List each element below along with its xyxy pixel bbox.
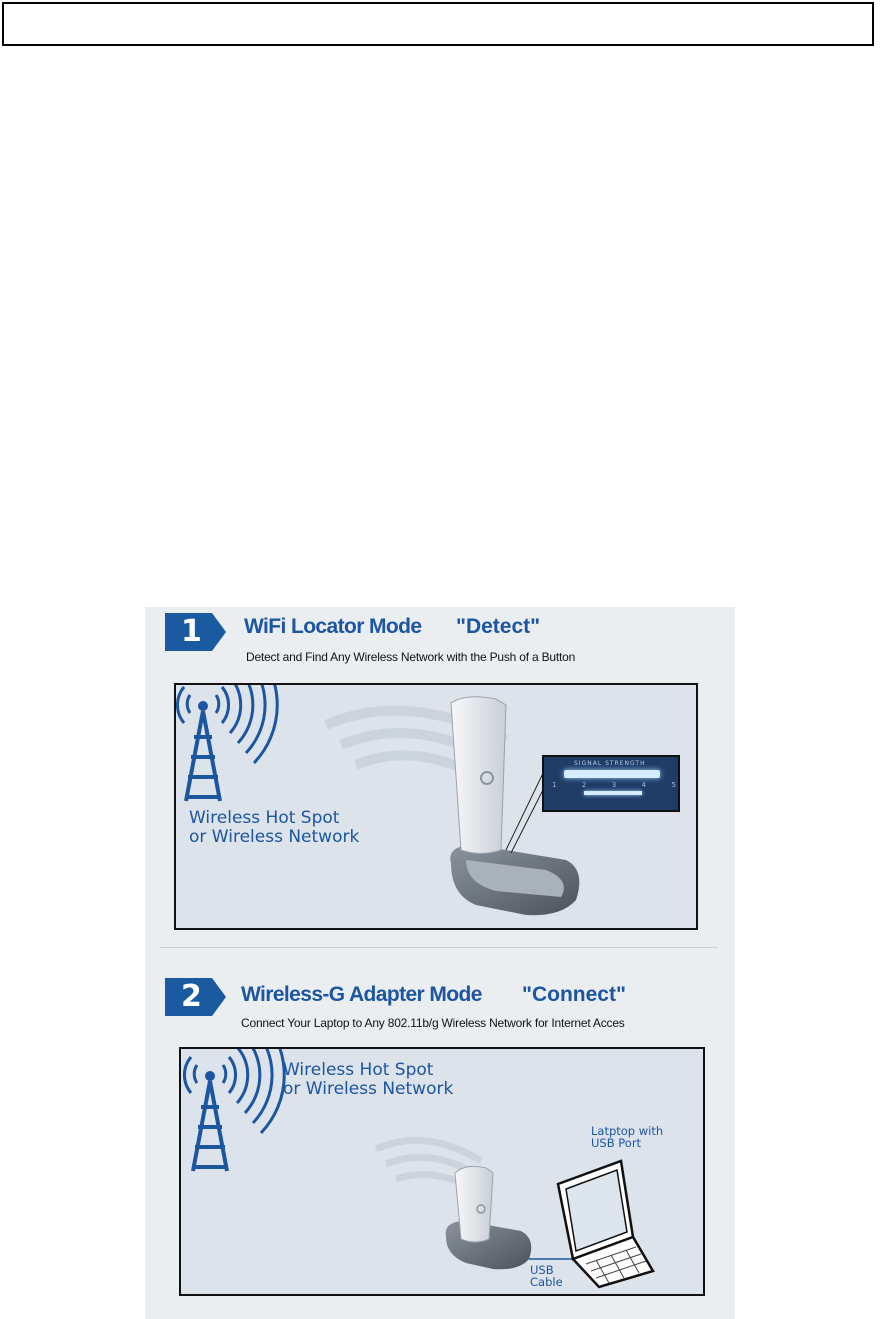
signal-strength-ticks xyxy=(552,781,676,789)
step-2-number: 2 xyxy=(181,979,202,1014)
step-1-title: WiFi Locator Mode xyxy=(244,615,422,638)
step-2-subtitle: Connect Your Laptop to Any 802.11b/g Wireless Network for Internet Acces xyxy=(241,1016,625,1030)
section-divider xyxy=(160,947,718,948)
laptop-label-line2: USB Port xyxy=(591,1136,642,1150)
step-2-title: Wireless-G Adapter Mode xyxy=(241,983,482,1006)
usb-cable-label-line2: Cable xyxy=(530,1275,563,1289)
step-2-quote: "Connect" xyxy=(522,983,626,1006)
signal-strength-label: SIGNAL STRENGTH xyxy=(574,760,646,767)
tick-5: 5 xyxy=(671,781,676,789)
header-box xyxy=(2,2,874,46)
tick-3: 3 xyxy=(611,781,617,789)
step-1-number: 1 xyxy=(181,614,202,649)
tick-1: 1 xyxy=(552,781,557,789)
step-2-badge xyxy=(165,978,212,1016)
step-1-hotspot-label-line1: Wireless Hot Spot xyxy=(189,808,340,828)
step-1-quote: "Detect" xyxy=(456,615,541,638)
step-1-badge xyxy=(165,613,212,651)
step-2-hotspot-label-line1: Wireless Hot Spot xyxy=(283,1060,434,1080)
signal-strength-callout xyxy=(542,755,680,812)
step-1-subtitle: Detect and Find Any Wireless Network with the Push of a Button xyxy=(246,650,576,664)
status-indicator-bar xyxy=(584,791,642,795)
laptop-label-line1: Latptop with xyxy=(591,1124,664,1138)
step-1-hotspot-label-line2: or Wireless Network xyxy=(189,827,360,847)
tick-4: 4 xyxy=(641,781,647,789)
step-2-panel xyxy=(179,1047,705,1296)
usb-cable-label-line1: USB xyxy=(530,1263,554,1277)
step-1-panel xyxy=(174,683,698,930)
adapter-and-laptop-image xyxy=(181,1049,705,1296)
tick-2: 2 xyxy=(581,781,587,789)
signal-strength-bar xyxy=(564,770,660,778)
step-2-hotspot-label-line2: or Wireless Network xyxy=(283,1079,454,1099)
